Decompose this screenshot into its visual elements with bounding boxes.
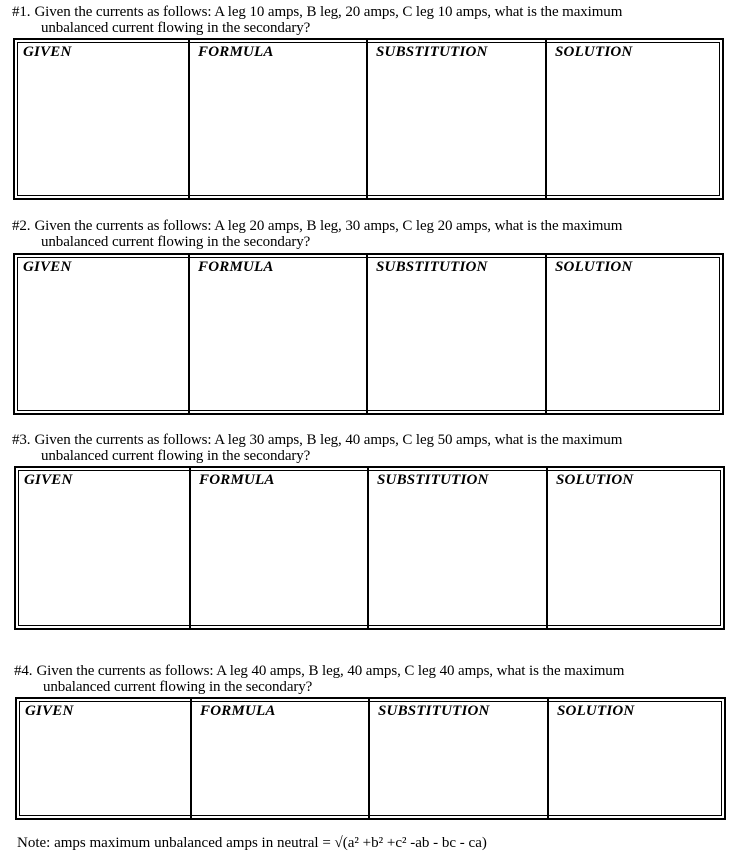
given-label: GIVEN	[23, 259, 72, 275]
question-text-line1: Given the currents as follows: A leg 30 amps, B leg, 40 amps, C leg 50 amps, what is the maximum	[34, 432, 623, 448]
question-text-line2: unbalanced current flowing in the secondary?	[41, 20, 311, 36]
formula-cell[interactable]	[190, 40, 368, 198]
solution-label: SOLUTION	[555, 44, 633, 60]
formula-cell[interactable]	[192, 699, 370, 818]
question-number: #4.	[14, 663, 33, 679]
question-text-line2: unbalanced current flowing in the secondary?	[41, 448, 311, 464]
formula-label: FORMULA	[200, 703, 276, 719]
question-number: #2.	[12, 218, 31, 234]
given-cell[interactable]	[15, 40, 190, 198]
substitution-cell[interactable]	[368, 40, 547, 198]
question-4	[14, 663, 729, 695]
given-label: GIVEN	[24, 472, 73, 488]
solution-label: SOLUTION	[557, 703, 635, 719]
answer-grid-2	[13, 253, 724, 415]
question-text-line1: Given the currents as follows: A leg 10 amps, B leg, 20 amps, C leg 10 amps, what is the maximum	[34, 4, 623, 20]
substitution-label: SUBSTITUTION	[378, 703, 490, 719]
question-3	[12, 432, 727, 464]
given-cell[interactable]	[15, 255, 190, 413]
solution-cell[interactable]	[547, 40, 722, 198]
substitution-cell[interactable]	[370, 699, 549, 818]
formula-note: Note: amps maximum unbalanced amps in neutral = √(a² +b² +c² -ab - bc - ca)	[17, 835, 487, 851]
question-text-line1: Given the currents as follows: A leg 20 amps, B leg, 30 amps, C leg 20 amps, what is the maximum	[34, 218, 623, 234]
solution-label: SOLUTION	[556, 472, 634, 488]
formula-cell[interactable]	[190, 255, 368, 413]
substitution-cell[interactable]	[368, 255, 547, 413]
solution-cell[interactable]	[548, 468, 723, 628]
formula-label: FORMULA	[198, 44, 274, 60]
answer-grid-3	[14, 466, 725, 630]
formula-label: FORMULA	[198, 259, 274, 275]
question-text-line1: Given the currents as follows: A leg 40 amps, B leg, 40 amps, C leg 40 amps, what is the maximum	[36, 663, 625, 679]
given-label: GIVEN	[25, 703, 74, 719]
answer-grid-4	[15, 697, 726, 820]
solution-cell[interactable]	[547, 255, 722, 413]
given-cell[interactable]	[17, 699, 192, 818]
question-2	[12, 218, 727, 250]
formula-label: FORMULA	[199, 472, 275, 488]
substitution-label: SUBSTITUTION	[376, 44, 488, 60]
given-label: GIVEN	[23, 44, 72, 60]
given-cell[interactable]	[16, 468, 191, 628]
question-number: #3.	[12, 432, 31, 448]
question-text-line2: unbalanced current flowing in the secondary?	[43, 679, 313, 695]
answer-grid-1	[13, 38, 724, 200]
solution-label: SOLUTION	[555, 259, 633, 275]
substitution-label: SUBSTITUTION	[377, 472, 489, 488]
question-text-line2: unbalanced current flowing in the secondary?	[41, 234, 311, 250]
question-1	[12, 4, 727, 36]
solution-cell[interactable]	[549, 699, 724, 818]
formula-cell[interactable]	[191, 468, 369, 628]
substitution-label: SUBSTITUTION	[376, 259, 488, 275]
question-number: #1.	[12, 4, 31, 20]
substitution-cell[interactable]	[369, 468, 548, 628]
